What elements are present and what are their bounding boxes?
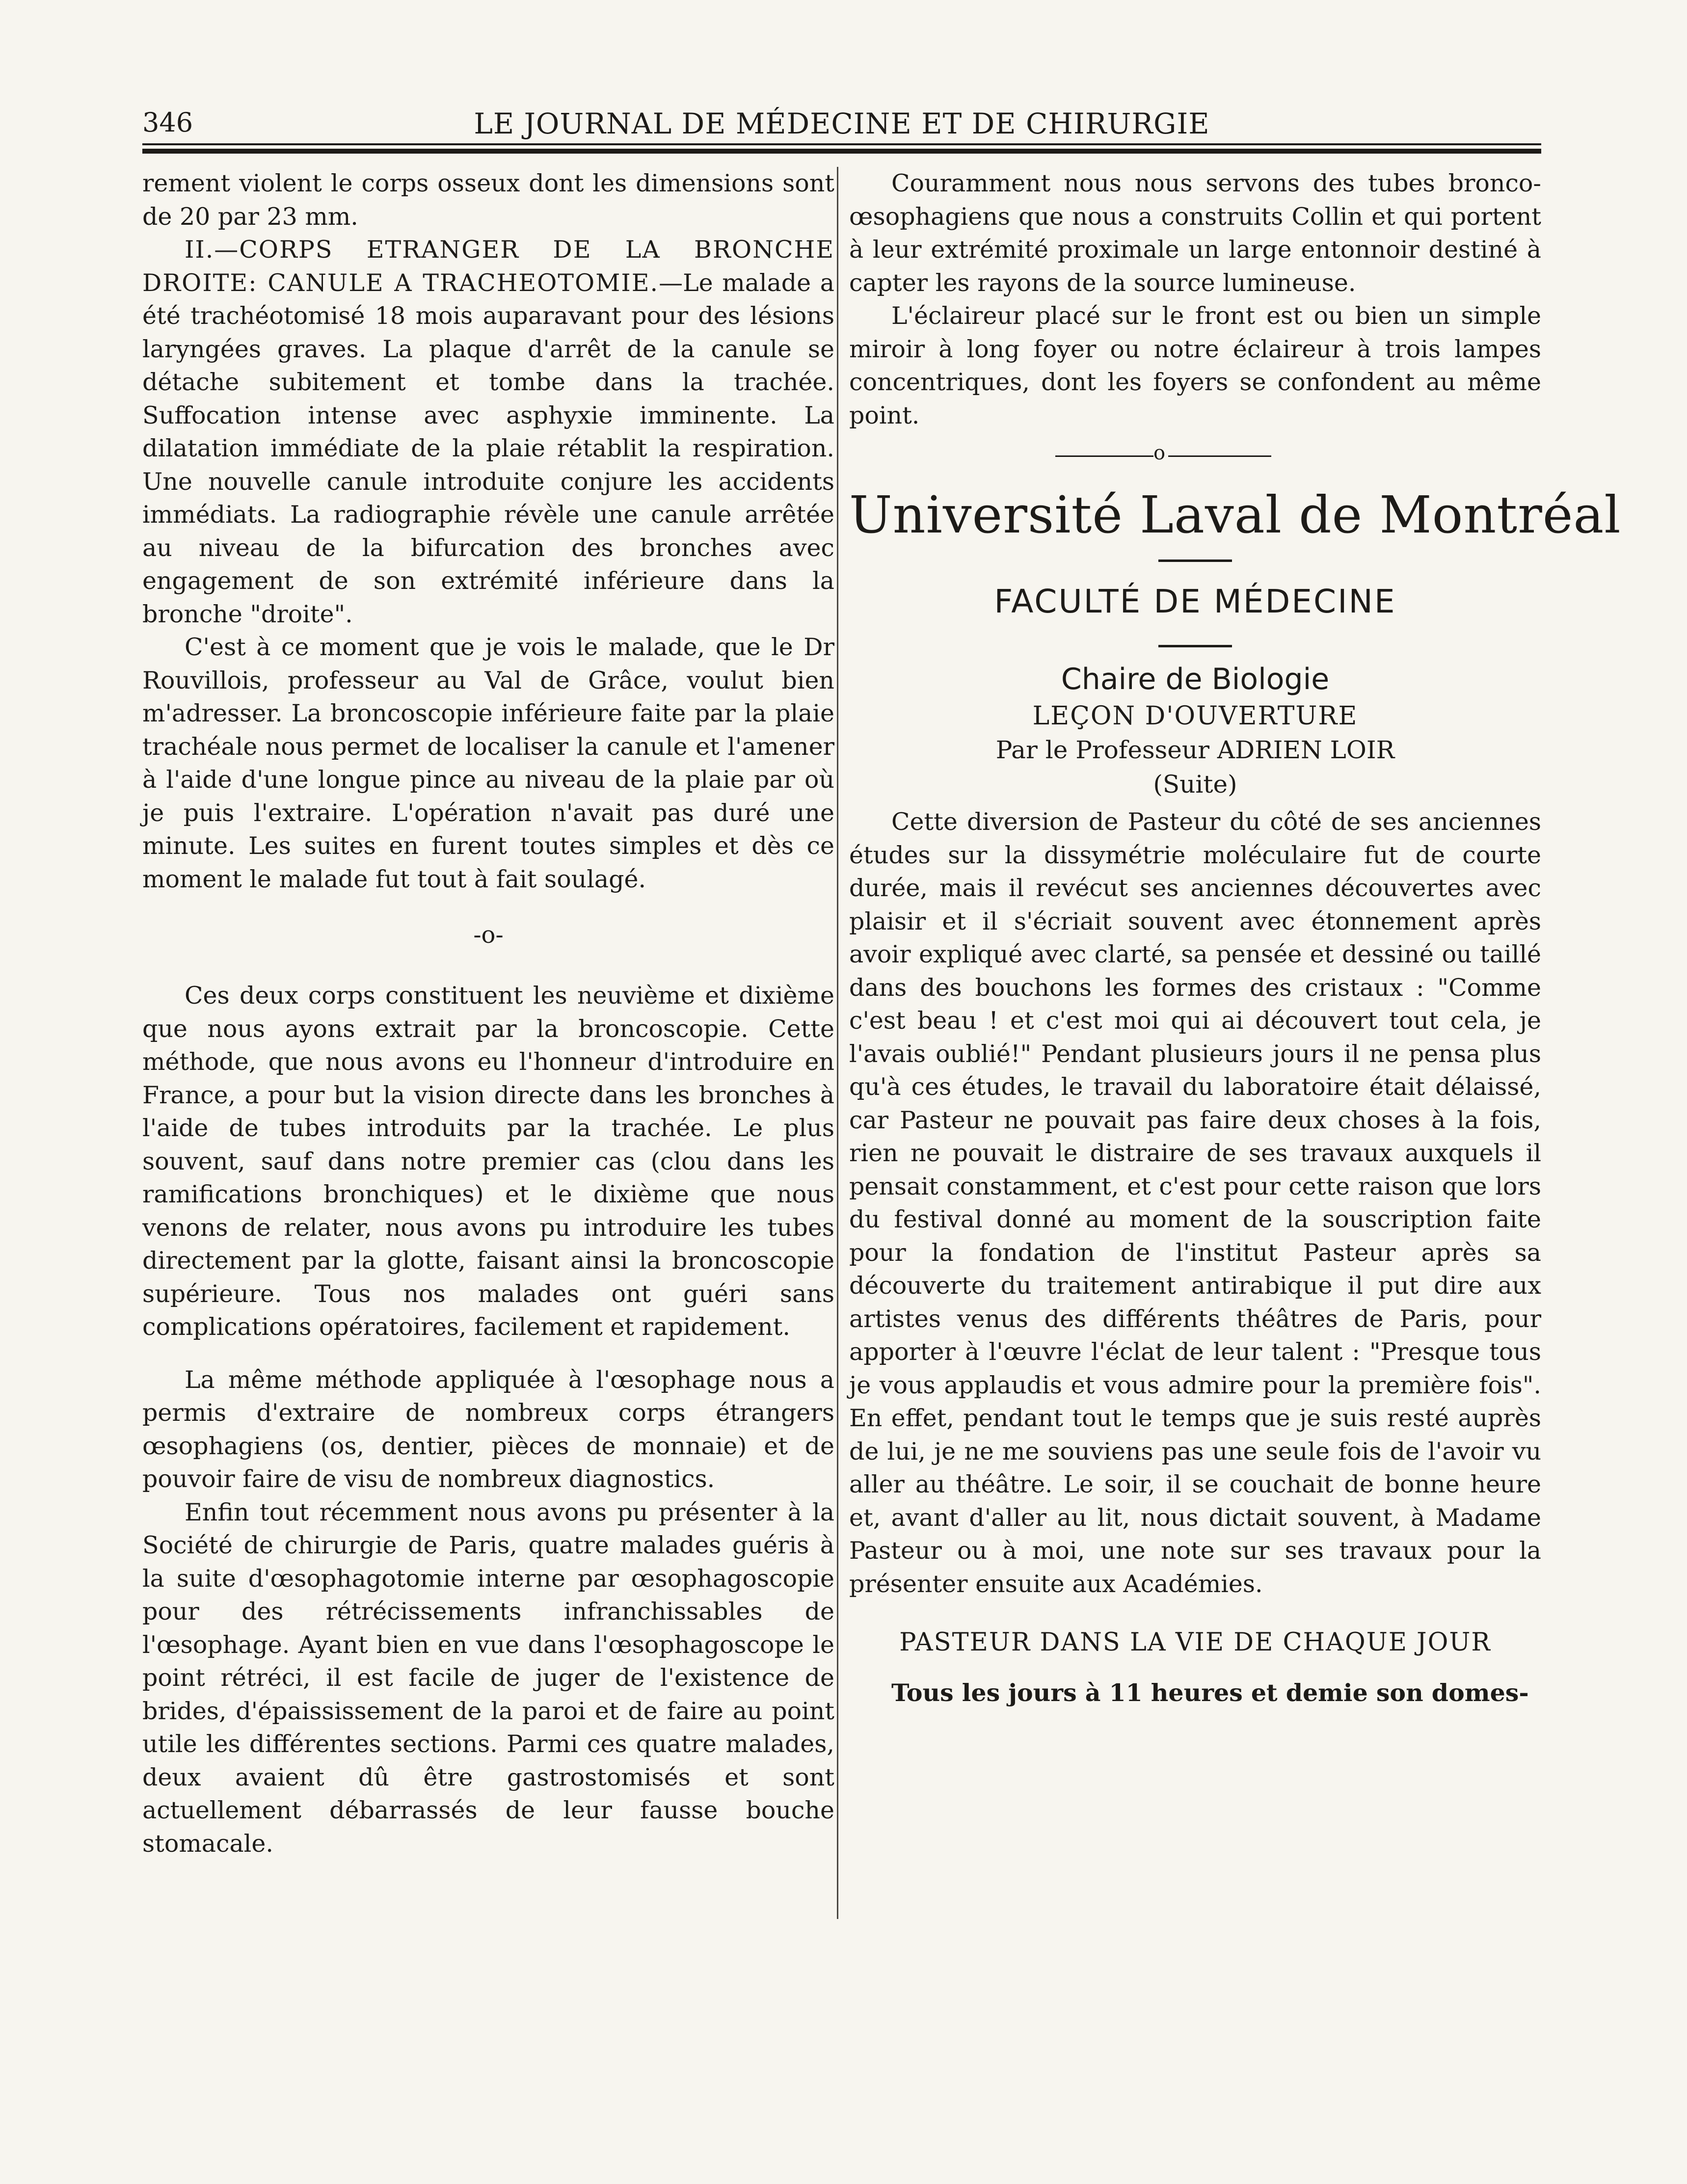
faculty-heading: FACULTÉ DE MÉDECINE bbox=[994, 583, 1396, 620]
separator-line-right bbox=[1168, 455, 1271, 457]
paragraph: L'éclaireur placé sur le front est ou bien un simple miroir à long foyer ou notre éclaireur à trois lampes concentriques, dont les foyers se confondent au même point. bbox=[849, 302, 1541, 429]
journal-title: LE JOURNAL DE MÉDECINE ET DE CHIRURGIE bbox=[474, 107, 1210, 140]
section-separator: -o- bbox=[473, 921, 504, 949]
continued-note: (Suite) bbox=[1153, 770, 1237, 799]
paragraph: Couramment nous nous servons des tubes bronco-œsophagiens que nous a construits Collin et qui portent à leur extrémité proximale un large entonnoir destiné à capter les rayons de la source lumineuse. bbox=[849, 169, 1541, 297]
paragraph-case-two bbox=[142, 233, 834, 631]
lecture-title: LEÇON D'OUVERTURE bbox=[1032, 701, 1358, 731]
paragraph: Tous les jours à 11 heures et demie son domes- bbox=[891, 1678, 1529, 1707]
paragraph: Enfin tout récemment nous avons pu présenter à la Société de chirurgie de Paris, quatre malades guéris à la suite d'œsophagotomie interne par œsophagoscopie pour des rétrécissements infranchissables de l'œsophage. Ayant bien en vue dans l'œsophagoscope le point rétréci, il est facile de juger de l'existence de brides, d'épaississement de la paroi et de faire au point utile les différentes sections. Parmi ces quatre malades, deux avaient dû être gastrostomisés et sont actuellement débarrassés de leur fausse bouche stomacale. bbox=[142, 1498, 834, 1858]
separator-mark: o bbox=[1153, 442, 1166, 464]
author-line: Par le Professeur ADRIEN LOIR bbox=[995, 736, 1395, 764]
paragraph: Ces deux corps constituent les neuvième et dixième que nous ayons extrait par la broncoscopie. Cette méthode, que nous avons eu l'honneur d'introduire en France, a pour but la vision directe dans les bronches à l'aide de tubes introduits par la trachée. Le plus souvent, sauf dans notre premier cas (clou dans les ramifications bronchiques) et le dixième que nous venons de relater, nous avons pu introduire les tubes directement par la glotte, faisant ainsi la broncoscopie supérieure. Tous nos malades ont guéri sans complications opératoires, facilement et rapidement. bbox=[142, 982, 834, 1341]
page-number: 346 bbox=[142, 107, 193, 138]
header-rule-thick bbox=[142, 149, 1541, 154]
paragraph: rement violent le corps osseux dont les dimensions sont de 20 par 23 mm. bbox=[142, 169, 834, 231]
separator-line-left bbox=[1055, 455, 1153, 457]
paragraph: C'est à ce moment que je vois le malade, que le Dr Rouvillois, professeur au Val de Grâce, voulut bien m'adresser. La broncoscopie inférieure faite par la plaie trachéale nous permet de localiser la canule et l'amener à l'aide d'une longue pince au niveau de la plaie par où je puis l'extraire. L'opération n'avait pas duré une minute. Les suites en furent toutes simples et dès ce moment le malade fut tout à fait soulagé. bbox=[142, 633, 834, 893]
section-title: PASTEUR DANS LA VIE DE CHAQUE JOUR bbox=[899, 1628, 1491, 1657]
section-separator bbox=[849, 441, 1541, 470]
running-head bbox=[142, 107, 1541, 146]
title-rule bbox=[1158, 645, 1232, 647]
title-rule bbox=[1158, 559, 1232, 562]
case-heading: II.—CORPS ETRANGER DE LA BRONCHE DROITE: CANULE A TRACHEOTOMIE. bbox=[142, 236, 834, 297]
right-column bbox=[849, 167, 1621, 1710]
paragraph: Cette diversion de Pasteur du côté de ses anciennes études sur la dissymétrie moléculaire fut de courte durée, mais il revécut ses anciennes découvertes avec plaisir et il s'écriait souvent avec étonnement après avoir expliqué avec clarté, sa pensée et dessiné ou taillé dans des bouchons les formes des cristaux : "Comme c'est beau ! et c'est moi qui ai découvert tout cela, je l'avais oublié!" Pendant plusieurs jours il ne pensa plus qu'à ces études, le travail du laboratoire était délaissé, car Pasteur ne pouvait pas faire deux choses à la fois, rien ne pouvait le distraire de ses travaux auxquels il pensait constamment, et c'est pour cette raison que lors du festival donné au moment de la souscription faite pour la fondation de l'institut Pasteur après sa découverte du traitement antirabique il put dire aux artistes venus des différents théâtres de Paris, pour apporter à l'œuvre l'éclat de leur talent : "Presque tous je vous applaudis et vous admire pour la première fois". En effet, pendant tout le temps que je suis resté auprès de lui, je ne me souviens pas une seule fois de l'avoir vu aller au théâtre. Le soir, il se couchait de bonne heure et, avant d'aller au lit, nous dictait souvent, à Madame Pasteur ou à moi, une note sur ses travaux pour la présenter ensuite aux Académies. bbox=[849, 808, 1541, 1598]
case-text: —Le malade a été trachéotomisé 18 mois auparavant pour des lésions laryngées graves. La plaque d'arrêt de la canule se détache subitement et tombe dans la trachée. Suffocation intense avec asphyxie imminente. La dilatation immédiate de la plaie rétablit la respiration. Une nouvelle canule introduite conjure les accidents immédiats. La radiographie révèle une canule arrêtée au niveau de la bifurcation des bronches avec engagement de son extrémité inférieure dans la bronche "droite". bbox=[142, 268, 834, 628]
header-rule-thin bbox=[142, 143, 1541, 145]
column-divider bbox=[837, 167, 838, 1919]
chair-heading: Chaire de Biologie bbox=[1061, 662, 1330, 696]
left-column bbox=[142, 167, 834, 1860]
paragraph: La même méthode appliquée à l'œsophage nous a permis d'extraire de nombreux corps étrangers œsophagiens (os, dentier, pièces de monnaie) et de pouvoir faire de visu de nombreux diagnostics. bbox=[142, 1365, 834, 1493]
university-title: Université Laval de Montréal bbox=[849, 485, 1621, 545]
